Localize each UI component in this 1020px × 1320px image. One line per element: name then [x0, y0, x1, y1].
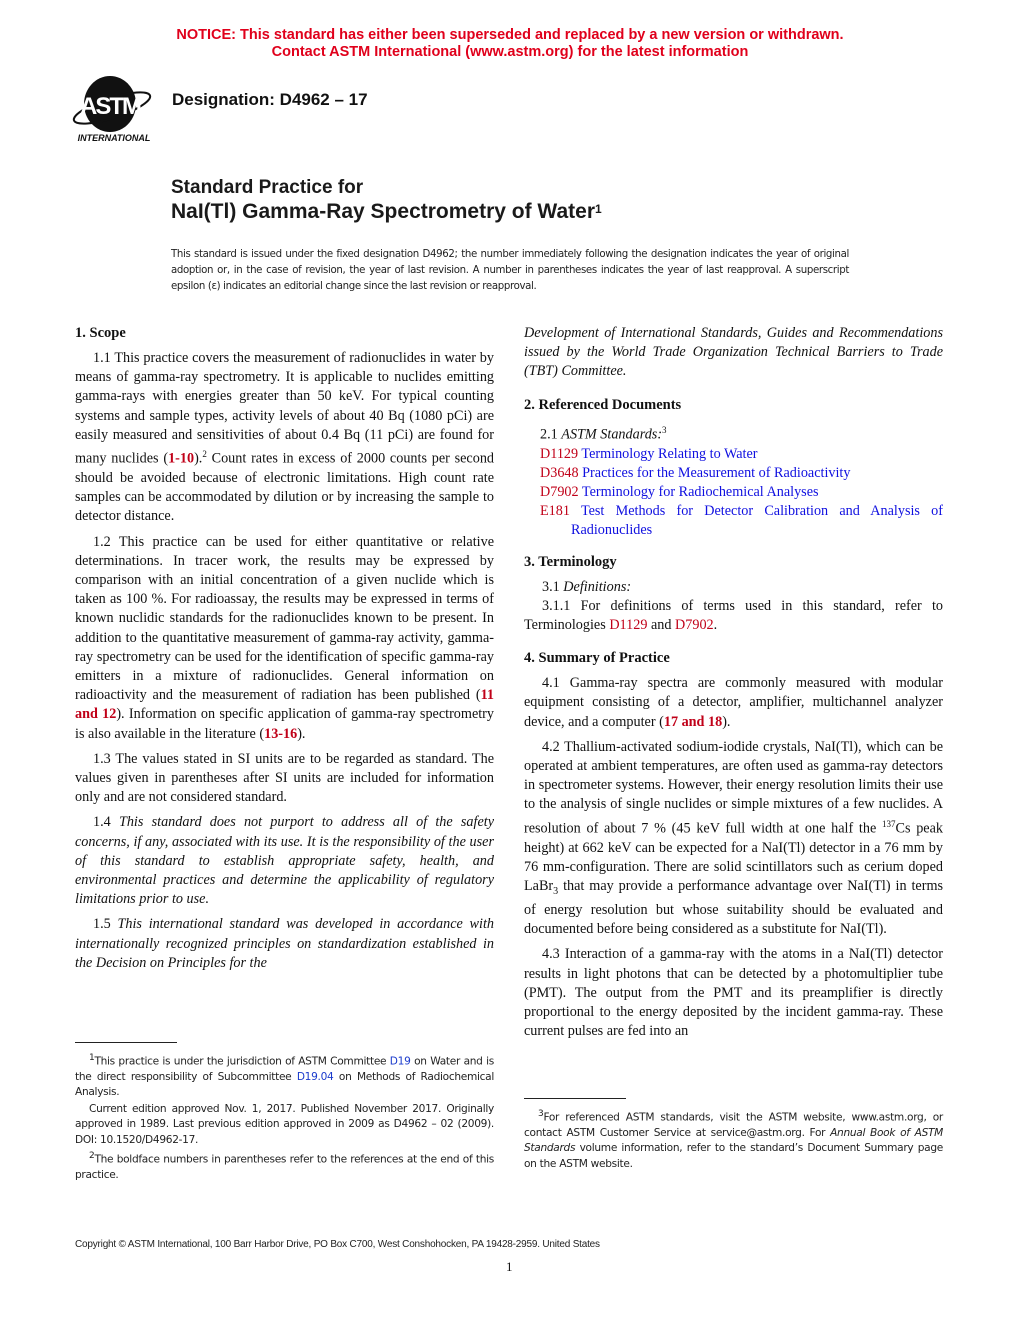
reference-link[interactable]: 1-10 — [168, 450, 195, 467]
document-title — [171, 176, 602, 224]
section-heading-terminology: 3. Terminology — [524, 553, 617, 570]
svg-text:ASTM: ASTM — [80, 93, 140, 120]
title-line-2: NaI(Tl) Gamma-Ray Spectrometry of Water$^1$ — [171, 200, 602, 223]
reference-link[interactable]: D7902 — [675, 616, 714, 633]
left-column — [75, 324, 494, 973]
page-number: 1 — [506, 1259, 513, 1274]
supersede-notice — [0, 27, 1020, 61]
footnotes-left — [75, 1042, 494, 1184]
paragraph-1-1: 1.1 This practice covers the measurement of radionuclides in water by means of gamma-ray spectrometry. It is applicable to nuclides emitting gamma-rays with energies greater than 50 keV. For typical counting systems and sample types, activity levels of about 40 Bq (1080 pCi) are easily measured and sensitivities of about 0.4 Bq (11 pCi) are found for many nuclides (1-10).$^2$ Count rates in excess of 2000 counts per second should be avoided because of electronic limitations. High count rate samples can be accommodated by dilution or by increasing the sample to detector distance. — [75, 350, 495, 525]
reference-item[interactable]: E181 Test Methods for Detector Calibration and Analysis of Radionuclides — [540, 503, 944, 539]
section-heading-referenced-documents: 2. Referenced Documents — [524, 396, 682, 413]
footnote-mark[interactable]: 2 — [202, 449, 207, 460]
reference-item[interactable]: D1129 Terminology Relating to Water — [540, 445, 758, 462]
title-line-1: Standard Practice for — [171, 177, 364, 198]
paragraph-1-4: 1.4 This standard does not purport to address all of the safety concerns, if any, associated with its use. It is the responsibility of the user of this standard to establish appropriate safety, health, and environmental practices and determine the applicability of regulatory limitations prior to use. — [75, 814, 494, 908]
footnote-1-edition: Current edition approved Nov. 1, 2017. Published November 2017. Originally approved in 1989. Last previous edition approved in 2009 as D4962 – 02 (2009). DOI: 10.1520/D4962-17. — [75, 1102, 494, 1146]
reference-link[interactable]: 11 and 12 — [75, 687, 494, 723]
notice-line-1: NOTICE: This standard has either been superseded and replaced by a new version or withdrawn. — [176, 27, 844, 43]
reference-link[interactable]: 17 and 18 — [663, 713, 723, 730]
paragraph-4-1: 4.1 Gamma-ray spectra are commonly measured with modular equipment consisting of a detector, amplifier, multichannel analyzer device, and a computer (17 and 18). — [524, 675, 943, 730]
section-heading-scope: 1. Scope — [75, 325, 126, 341]
footnote-mark[interactable]: 1 — [595, 202, 602, 216]
footnote-3: $^3$For referenced ASTM standards, visit the ASTM website, www.astm.org, or contact ASTM Customer Service at service@astm.org. For Annual Book of ASTM Standards volume information, refer to the standard’s Document Summary page on the ASTM website. — [524, 1109, 944, 1170]
reference-link[interactable]: 13-16 — [264, 725, 298, 742]
footnote-1: $^1$This practice is under the jurisdiction of ASTM Committee D19 on Water and is the direct responsibility of Subcommittee D19.04 on Methods of Radiochemical Analysis. — [75, 1053, 495, 1099]
svg-text:INTERNATIONAL: INTERNATIONAL — [77, 133, 151, 143]
footnote-rule — [524, 1098, 626, 1099]
reference-item[interactable]: D3648 Practices for the Measurement of Radioactivity — [540, 464, 851, 481]
designation: Designation: D4962 – 17 — [172, 90, 368, 109]
astm-logo — [66, 74, 162, 146]
paragraph-3-1-1: 3.1.1 For definitions of terms used in this standard, refer to Terminologies D1129 and D7902. — [524, 597, 943, 633]
paragraph-1-5: 1.5 This international standard was developed in accordance with internationally recognized principles on standardization established in the Decision on Principles for the — [75, 916, 494, 971]
astm-globe-icon — [66, 74, 162, 146]
footnote-rule — [75, 1042, 177, 1043]
reference-link[interactable]: D1129 — [609, 616, 648, 633]
committee-link[interactable]: D19 — [389, 1055, 411, 1068]
paragraph-1-2: 1.2 This practice can be used for either quantitative or relative determinations. In tracer work, the results may be expressed by comparison with an initial concentration of a given nuclide which is taken as 100 %. For radioassay, the results may be expressed in terms of known nuclidic standards for the radionuclides known to be present. In addition to the quantitative measurement of gamma-ray activity, gamma-ray spectrometry can be used for the identification of specific gamma-ray emitters in a mixture of radionuclides. General information on radioactivity and the measurement of radiation has been published (11 and 12). Information on specific application of gamma-ray spectrometry is also available in the literature (13-16). — [75, 533, 494, 742]
copyright-line: Copyright © ASTM International, 100 Barr Harbor Drive, PO Box C700, West Conshohocken, PA 19428-2959. United States — [75, 1239, 600, 1250]
paragraph-1-5-continued: Development of International Standards, Guides and Recommendations issued by the World Trade Organization Technical Barriers to Trade (TBT) Committee. — [524, 325, 943, 380]
footnote-2: $^2$The boldface numbers in parentheses refer to the references at the end of this practice. — [75, 1150, 494, 1181]
referenced-documents-list — [524, 421, 943, 541]
section-heading-summary: 4. Summary of Practice — [524, 650, 670, 667]
paragraph-3-1: 3.1 Definitions: — [542, 578, 632, 595]
astm-standards-label: 2.1 ASTM Standards:$^3$ — [540, 424, 667, 443]
paragraph-1-3: 1.3 The values stated in SI units are to be regarded as standard. The values given in parentheses after SI units are included for information only and are not considered standard. — [75, 750, 494, 806]
reference-item[interactable]: D7902 Terminology for Radiochemical Analyses — [540, 483, 819, 500]
paragraph-4-3: 4.3 Interaction of a gamma-ray with the atoms in a NaI(Tl) detector results in light photons that can be detected by a photomultiplier tube (PMT). The output from the PMT and its preamplifier is directly proportional to the energy deposited by the incident gamma-ray. These current pulses are fed into an — [524, 946, 943, 1040]
issued-note: This standard is issued under the fixed designation D4962; the number immediately following the designation indicates the year of original adoption or, in the case of revision, the year of last revision. A number in parentheses indicates the year of last reapproval. A superscript epsilon (ε) indicates an editorial change since the last revision or reapproval. — [171, 249, 849, 292]
footnotes-right — [524, 1098, 943, 1173]
paragraph-4-2: 4.2 Thallium-activated sodium-iodide crystals, NaI(Tl), which can be operated at ambient temperatures, are often used as gamma-ray detectors in spectrometer systems. However, their energy resolution limits their use to the analysis of single nuclides or simple mixtures of a few nuclides. A resolution of about 7 % (45 keV full width at one half the $^{137}$Cs peak height) at 662 keV can be expected for a NaI(Tl) detector in a 76 mm by 76 mm-configuration. There are solid scintillators such as cerium doped LaBr$_3$ that may provide a performance advantage over NaI(Tl) in terms of energy resolution but whose suitability should be evaluated and documented before being considered as a substitute for NaI(Tl). — [524, 738, 943, 938]
subcommittee-link[interactable]: D19.04 — [296, 1070, 334, 1083]
right-column — [524, 324, 943, 1047]
notice-line-2: Contact ASTM International (www.astm.org) for the latest information — [271, 44, 749, 60]
